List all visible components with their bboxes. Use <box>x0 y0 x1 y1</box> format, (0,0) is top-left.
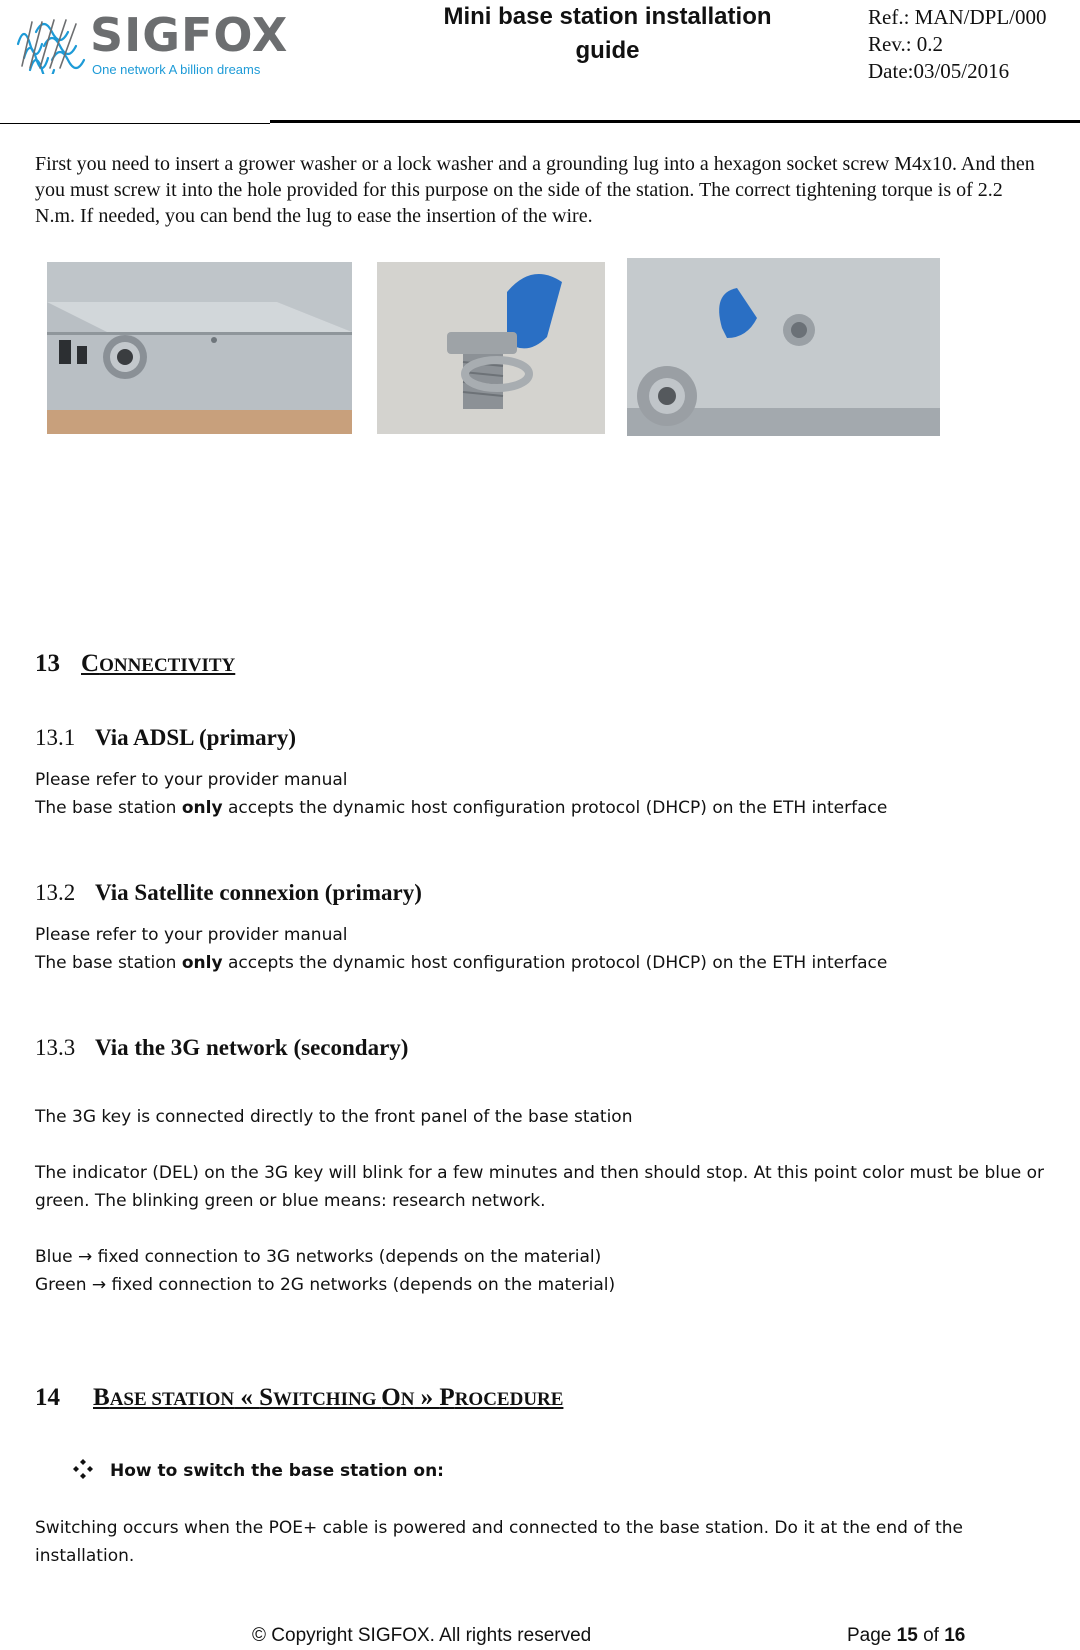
footer-of-word: of <box>917 1625 945 1646</box>
document-meta <box>868 4 1047 85</box>
footer-page-current: 15 <box>896 1625 918 1646</box>
document-title-line2: guide <box>575 37 640 64</box>
green-indicator-line: Green → fixed connection to 2G networks (depends on the material) <box>35 1275 616 1295</box>
footer-copyright: © Copyright SIGFOX. All rights reserved <box>252 1625 592 1646</box>
section-13-1-line1: Please refer to your provider manual <box>35 770 348 790</box>
section-13-2-line1: Please refer to your provider manual <box>35 925 348 945</box>
doc-ref: Ref.: MAN/DPL/000 <box>868 5 1047 29</box>
photo-screw-and-lug <box>377 262 605 434</box>
footer-page-number <box>847 1625 965 1647</box>
s14-t3: « <box>234 1384 260 1411</box>
section-13-2-heading <box>35 880 422 906</box>
intro-paragraph: First you need to insert a grower washer or a lock washer and a grounding lug into a hexagon socket screw M4x10. And then you must screw it into the hole provided for this purpose on the side of the station. The correct tightening torque is of 2.2 N.m. If needed, you can bend the lug to ease the insertion of the wire. <box>35 153 1035 227</box>
section-14-heading <box>35 1384 563 1412</box>
section-13-1-heading <box>35 725 296 751</box>
s14-t2: ASE STATION <box>109 1389 235 1410</box>
doc-date: Date:03/05/2016 <box>868 59 1010 83</box>
photo-station-side <box>47 262 352 434</box>
section-13-1-line2 <box>35 794 887 822</box>
section-13-2-line2-bold: only <box>181 953 223 973</box>
section-13-2-number: 13.2 <box>35 880 76 905</box>
s14-t4: S <box>259 1384 274 1411</box>
section-13-1-line2-bold: only <box>181 798 223 818</box>
footer-page-word: Page <box>847 1625 897 1646</box>
photo-lug-mounted <box>627 258 940 436</box>
footer-page-total: 16 <box>944 1625 966 1646</box>
section-14-title <box>93 1384 563 1411</box>
section-13-2-line2 <box>35 949 887 977</box>
blue-indicator-line: Blue → fixed connection to 3G networks (depends on the material) <box>35 1247 602 1267</box>
s14-t7: N <box>400 1389 415 1410</box>
section-13-3-paragraph-2: The indicator (DEL) on the 3G key will blink for a few minutes and then should stop. At this point color must be blue or green. The blinking green or blue means: research network. <box>35 1163 1044 1211</box>
section-13-3-paragraph-1: The 3G key is connected directly to the front panel of the base station <box>35 1107 633 1127</box>
document-title-line1: Mini base station installation <box>443 3 772 30</box>
s14-t8: » <box>414 1384 440 1411</box>
section-13-3-heading <box>35 1035 408 1061</box>
section-13-2-title: Via Satellite connexion (primary) <box>95 880 422 905</box>
section-13-heading <box>35 650 235 678</box>
s14-t6: O <box>381 1384 401 1411</box>
s14-t10: ROCEDURE <box>454 1389 564 1410</box>
section-14-paragraph: Switching occurs when the POE+ cable is powered and connected to the base station. Do it at the end of the installation. <box>35 1518 964 1566</box>
s14-t9: P <box>439 1384 455 1411</box>
s14-t5: WITCHING <box>273 1389 382 1410</box>
section-13-title-initial: C <box>81 650 100 677</box>
sigfox-logo <box>14 8 289 78</box>
bullet-title: How to switch the base station on: <box>110 1461 444 1481</box>
section-13-number: 13 <box>35 650 60 677</box>
doc-rev: Rev.: 0.2 <box>868 32 944 56</box>
logo-name: SIGFOX <box>90 8 289 62</box>
section-13-3-number: 13.3 <box>35 1035 76 1060</box>
section-13-1-title: Via ADSL (primary) <box>95 725 297 750</box>
section-13-2-line2-pre: The base station <box>35 953 182 973</box>
section-13-3-title: Via the 3G network (secondary) <box>95 1035 409 1060</box>
section-13-1-line2-pre: The base station <box>35 798 182 818</box>
section-13-2-line2-post: accepts the dynamic host configuration protocol (DHCP) on the ETH interface <box>222 953 888 973</box>
s14-t1: B <box>93 1384 110 1411</box>
sigfox-wave-icon <box>14 14 90 74</box>
section-14-number: 14 <box>35 1384 60 1411</box>
document-title <box>395 0 820 68</box>
logo-tagline: One network A billion dreams <box>92 62 261 77</box>
header-rule-thin <box>0 123 270 124</box>
section-13-1-line2-post: accepts the dynamic host configuration protocol (DHCP) on the ETH interface <box>222 798 888 818</box>
section-13-title-rest: ONNECTIVITY <box>99 655 236 676</box>
section-13-1-number: 13.1 <box>35 725 76 750</box>
bullet-diamond-icon <box>72 1458 94 1485</box>
